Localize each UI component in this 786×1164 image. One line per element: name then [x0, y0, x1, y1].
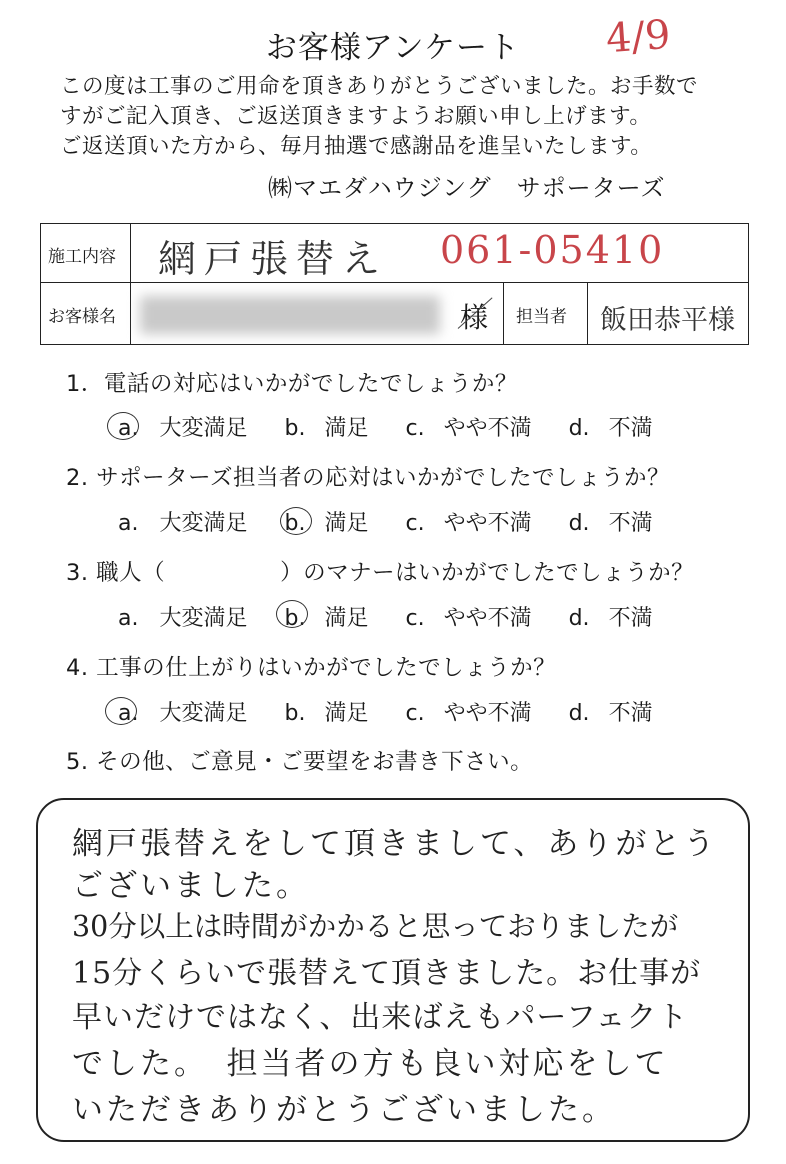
- work-code: 061-05410: [440, 228, 665, 272]
- comment-line-7: いただきありがとうございました。: [72, 1092, 616, 1128]
- option-b-label: 満足: [324, 511, 369, 536]
- selected-circle: [276, 600, 308, 628]
- options-1: [118, 411, 653, 442]
- comment-line-5: 早いだけではなく、出来ばえもパーフェクト: [72, 1000, 689, 1035]
- comment-line-2: ございました。: [72, 868, 310, 904]
- selected-circle: [105, 697, 137, 725]
- option-b-letter: b.: [284, 511, 306, 536]
- redacted-customer-name: [140, 296, 440, 334]
- option-c-letter: c.: [405, 701, 425, 726]
- staff-label: 担当者: [516, 307, 567, 327]
- option-d-label: 不満: [608, 511, 653, 536]
- selected-circle: [280, 507, 312, 535]
- option-d-label: 不満: [608, 416, 653, 441]
- question-3: 3. 職人（ ）のマナーはいかがでしたでしょうか？: [66, 560, 695, 586]
- customer-label: お客様名: [48, 307, 116, 327]
- survey-title: お客様アンケート: [265, 30, 521, 66]
- options-4: [118, 696, 653, 727]
- question-5: 5. その他、ご意見・ご要望をお書き下さい。: [66, 749, 534, 775]
- option-d-letter: d.: [568, 511, 590, 536]
- comment-line-4: 15分くらいで張替えて頂きました。お仕事が: [72, 956, 702, 991]
- comment-line-3: 30分以上は時間がかかると思っておりましたが: [72, 910, 679, 943]
- intro-line-3: ご返送頂いた方から、毎月抽選で感謝品を進呈いたします。: [60, 134, 653, 159]
- table-col-divider: [130, 223, 131, 344]
- selected-circle: [107, 412, 139, 440]
- option-c-letter: c.: [405, 416, 425, 441]
- option-a-label: 大変満足: [159, 606, 248, 631]
- honorific: 様: [460, 301, 489, 334]
- intro-text: [60, 72, 698, 162]
- option-c-label: やや不満: [443, 701, 532, 726]
- option-a-label: 大変満足: [159, 701, 248, 726]
- staff-value: 飯田恭平様: [600, 305, 735, 336]
- comment-line-6: でした。 担当者の方も良い対応をして: [72, 1046, 669, 1082]
- table-col-divider: [503, 282, 504, 344]
- work-value: 網戸張替え: [158, 237, 389, 281]
- option-a-letter: a.: [118, 701, 139, 726]
- option-a-label: 大変満足: [159, 416, 248, 441]
- option-c-label: やや不満: [443, 416, 532, 441]
- option-b-letter: b.: [284, 701, 306, 726]
- option-c-letter: c.: [405, 606, 425, 631]
- question-1: 1．電話の対応はいかがでしたでしょうか？: [66, 371, 518, 397]
- option-d-label: 不満: [608, 701, 653, 726]
- option-b-label: 満足: [324, 701, 369, 726]
- option-a-letter: a.: [118, 606, 139, 631]
- work-label: 施工内容: [48, 247, 116, 267]
- option-b-label: 満足: [324, 416, 369, 441]
- question-2: 2. サポーターズ担当者の応対はいかがでしたでしょうか？: [66, 465, 670, 491]
- option-a-letter: a.: [118, 416, 139, 441]
- option-b-letter: b.: [284, 606, 306, 631]
- comment-line-1: 網戸張替えをして頂きまして、ありがとう: [72, 826, 718, 862]
- company-name: ㈱マエダハウジング サポーターズ: [268, 174, 666, 202]
- option-d-letter: d.: [568, 606, 590, 631]
- table-col-divider: [587, 282, 588, 344]
- option-d-label: 不満: [608, 606, 653, 631]
- question-4: 4. 工事の仕上がりはいかがでしたでしょうか？: [66, 655, 557, 681]
- options-2: [118, 506, 653, 537]
- option-d-letter: d.: [568, 416, 590, 441]
- table-divider: [40, 282, 749, 283]
- option-b-letter: b.: [284, 416, 306, 441]
- handwritten-date: 4/9: [604, 11, 672, 63]
- option-a-letter: a.: [118, 511, 139, 536]
- option-c-letter: c.: [405, 511, 425, 536]
- option-a-label: 大変満足: [159, 511, 248, 536]
- intro-line-2: すがご記入頂き、ご返送頂きますようお願い申し上げます。: [60, 104, 652, 129]
- option-c-label: やや不満: [443, 511, 532, 536]
- option-d-letter: d.: [568, 701, 590, 726]
- intro-line-1: この度は工事のご用命を頂きありがとうございました。お手数で: [60, 74, 699, 99]
- option-b-label: 満足: [324, 606, 369, 631]
- options-3: [118, 601, 653, 632]
- option-c-label: やや不満: [443, 606, 532, 631]
